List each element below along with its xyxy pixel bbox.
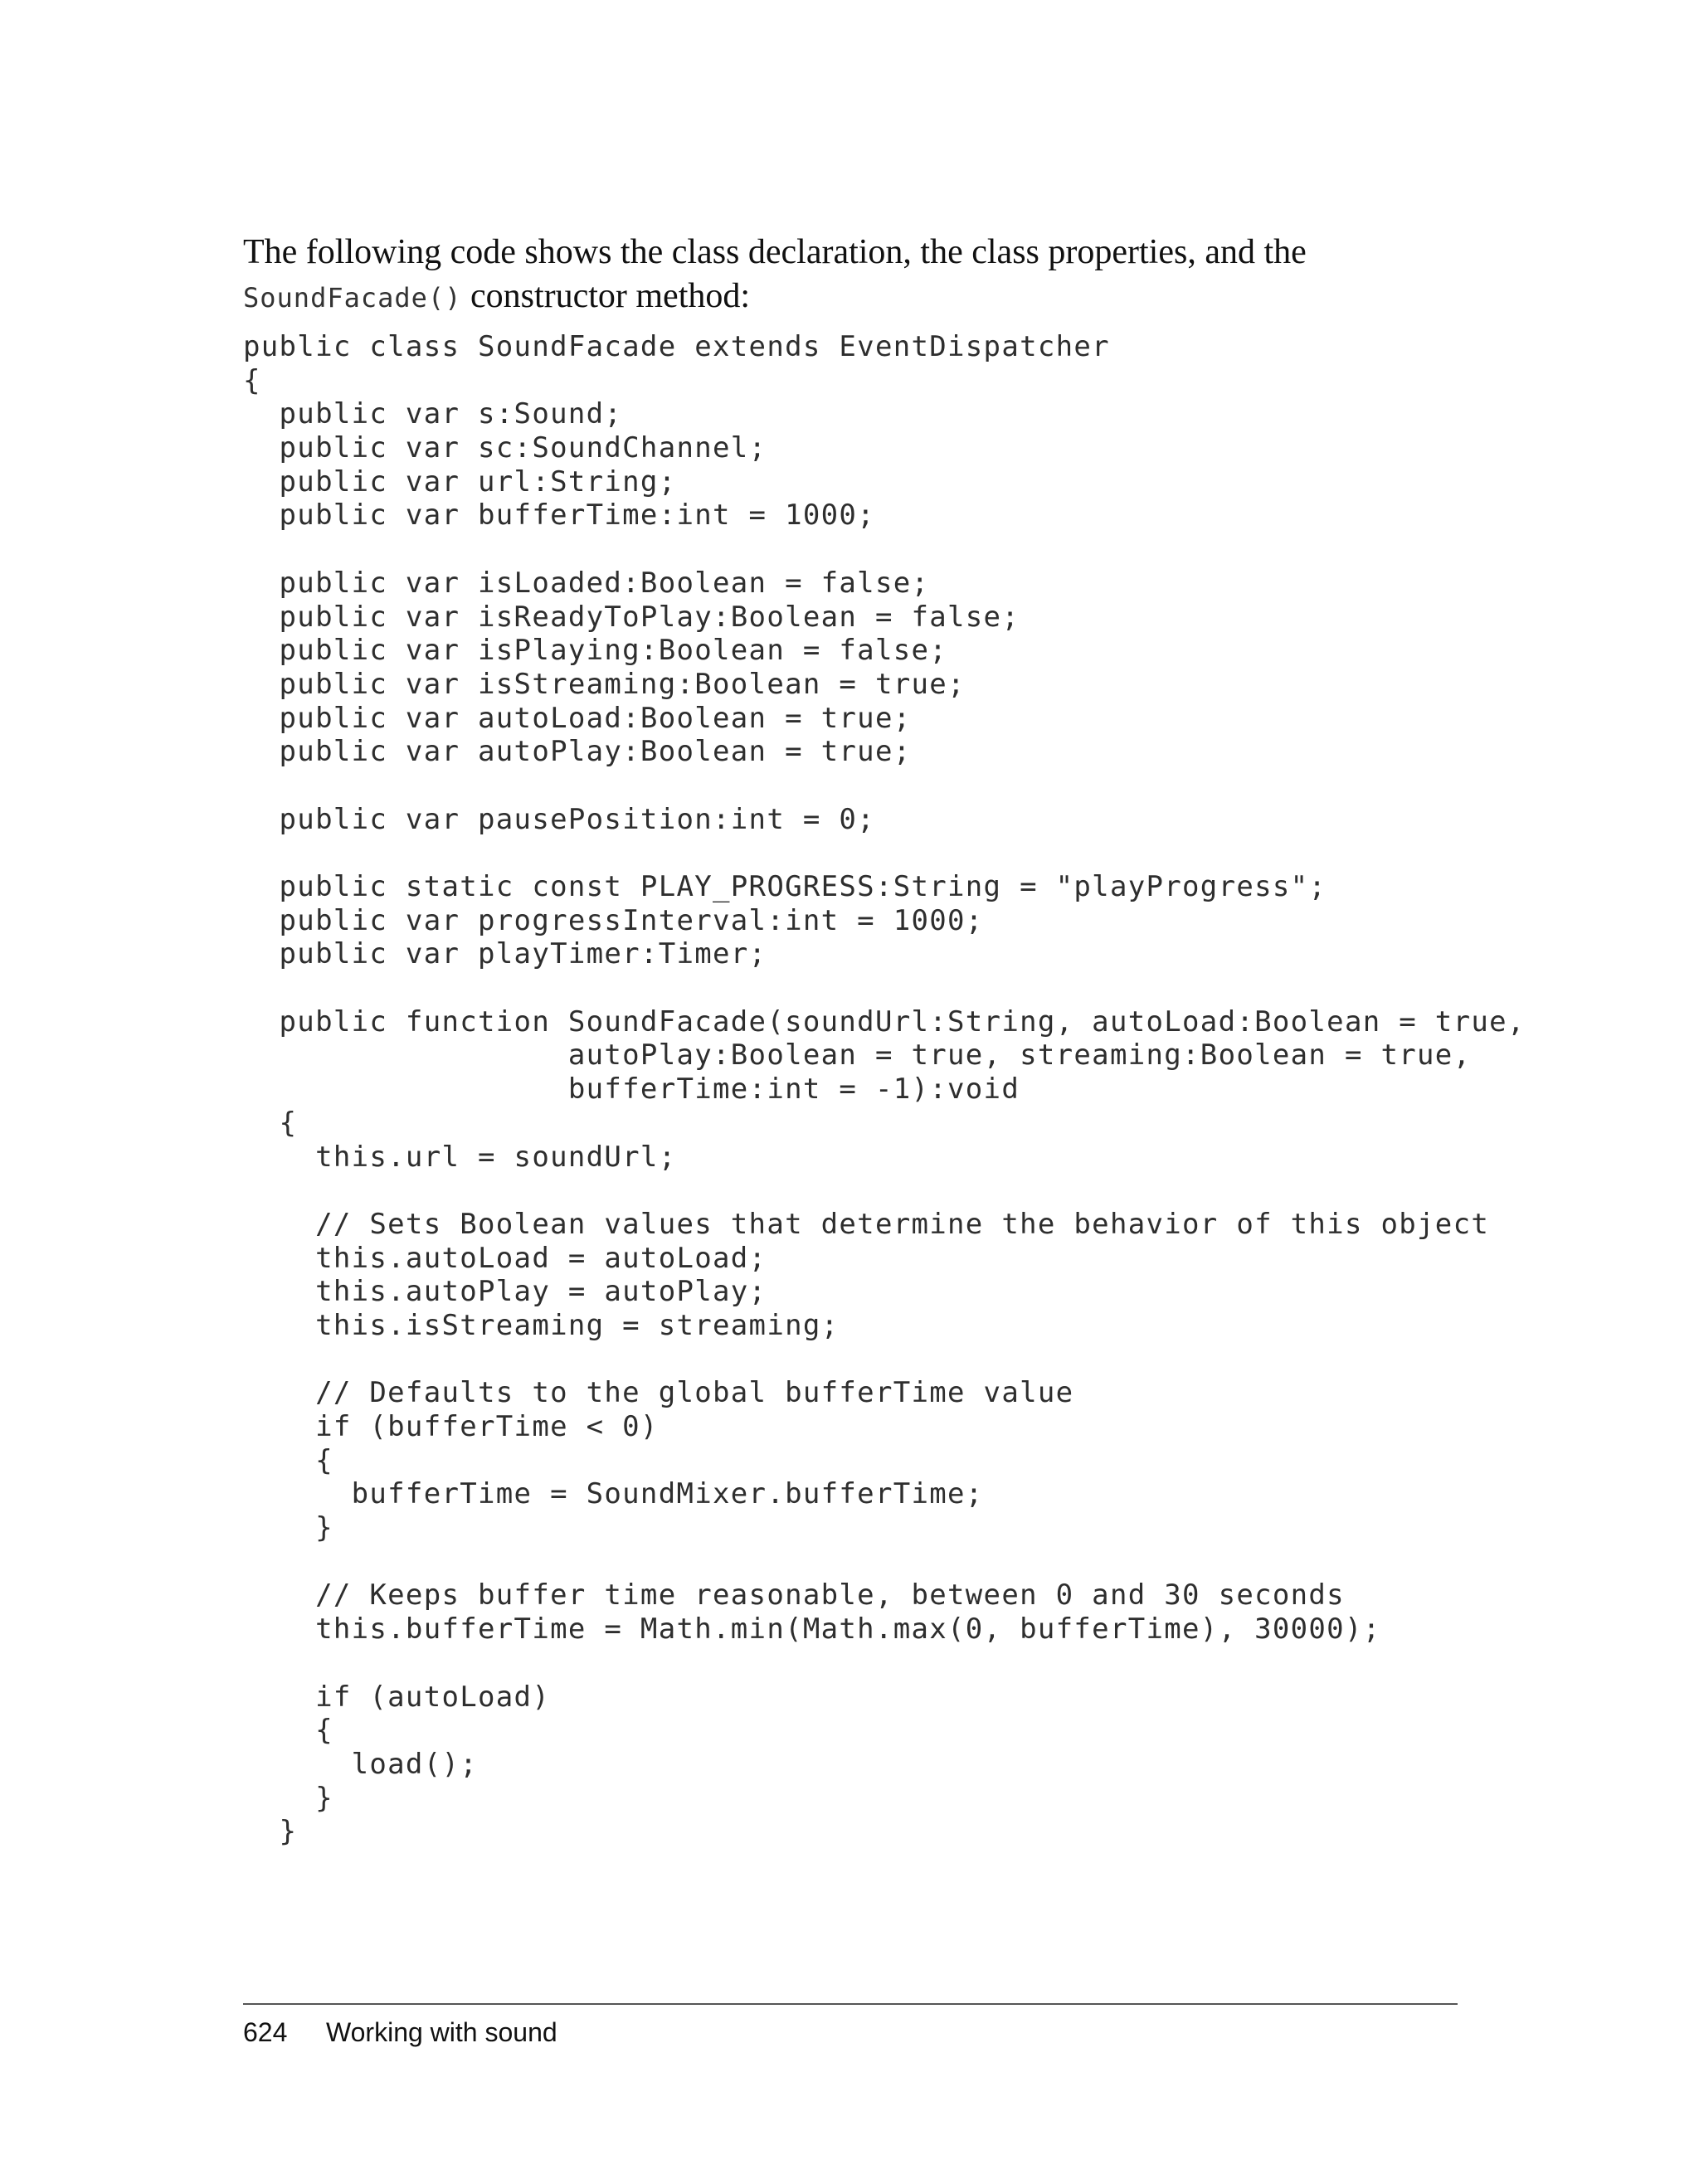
code-line: public var autoPlay:Boolean = true;	[243, 735, 912, 769]
code-line: this.url = soundUrl;	[243, 1140, 677, 1174]
code-line: // Defaults to the global bufferTime value	[243, 1376, 1074, 1410]
page-footer	[243, 2016, 557, 2049]
code-line: bufferTime:int = -1):void	[243, 1073, 1020, 1107]
code-line: public var progressInterval:int = 1000;	[243, 903, 984, 937]
code-line	[243, 1343, 1526, 1377]
intro-paragraph	[243, 231, 1463, 320]
code-line: bufferTime = SoundMixer.bufferTime;	[243, 1477, 984, 1511]
code-line: load();	[243, 1747, 479, 1781]
code-line: public static const PLAY_PROGRESS:String = "playProgress";	[243, 870, 1327, 903]
code-line: public var s:Sound;	[243, 397, 623, 431]
code-line: autoPlay:Boolean = true, streaming:Boolean = true,	[243, 1038, 1472, 1073]
code-line: this.isStreaming = streaming;	[243, 1308, 840, 1342]
code-line: public var isStreaming:Boolean = true;	[243, 667, 966, 701]
code-line: public var playTimer:Timer;	[243, 937, 767, 971]
code-line	[243, 1647, 1526, 1681]
code-line: public var autoLoad:Boolean = true;	[243, 701, 912, 735]
code-line: public var isLoaded:Boolean = false;	[243, 566, 930, 600]
code-line: {	[243, 363, 261, 397]
code-line: {	[243, 1106, 298, 1140]
code-line: public var pausePosition:int = 0;	[243, 802, 875, 836]
code-line: this.autoPlay = autoPlay;	[243, 1275, 767, 1309]
code-line: public var bufferTime:int = 1000;	[243, 499, 875, 533]
intro-text-after: constructor method:	[461, 277, 751, 315]
code-line: public var isPlaying:Boolean = false;	[243, 634, 948, 668]
code-line	[243, 836, 1526, 870]
inline-code-constructor: SoundFacade()	[243, 282, 462, 314]
running-footer-title: Working with sound	[326, 2017, 557, 2047]
code-line	[243, 533, 1526, 567]
code-line: public var isReadyToPlay:Boolean = false;	[243, 600, 1020, 634]
code-line	[243, 1174, 1526, 1208]
intro-text-before: The following code shows the class declaration, the class properties, and the	[243, 233, 1307, 271]
code-line: // Sets Boolean values that determine the behavior of this object	[243, 1207, 1490, 1241]
code-line: }	[243, 1511, 333, 1545]
code-line: }	[243, 1815, 298, 1849]
code-line: public var url:String;	[243, 465, 677, 499]
code-line: if (bufferTime < 0)	[243, 1410, 659, 1443]
code-line: public function SoundFacade(soundUrl:String, autoLoad:Boolean = true,	[243, 1004, 1526, 1038]
code-line: // Keeps buffer time reasonable, between 0 and 30 seconds	[243, 1578, 1345, 1612]
code-line	[243, 1545, 1526, 1579]
page-number: 624	[243, 2017, 288, 2047]
code-line: {	[243, 1714, 333, 1748]
footer-divider	[243, 2003, 1458, 2005]
code-line	[243, 971, 1526, 1005]
code-line: this.bufferTime = Math.min(Math.max(0, bufferTime), 30000);	[243, 1612, 1381, 1647]
code-line: if (autoLoad)	[243, 1680, 551, 1714]
code-line: this.autoLoad = autoLoad;	[243, 1241, 767, 1275]
code-line: }	[243, 1781, 333, 1815]
code-line: public var sc:SoundChannel;	[243, 431, 767, 465]
code-line: public class SoundFacade extends EventDispatcher	[243, 330, 1110, 363]
code-listing	[243, 330, 1526, 1849]
code-line	[243, 769, 1526, 803]
code-line: {	[243, 1443, 333, 1477]
